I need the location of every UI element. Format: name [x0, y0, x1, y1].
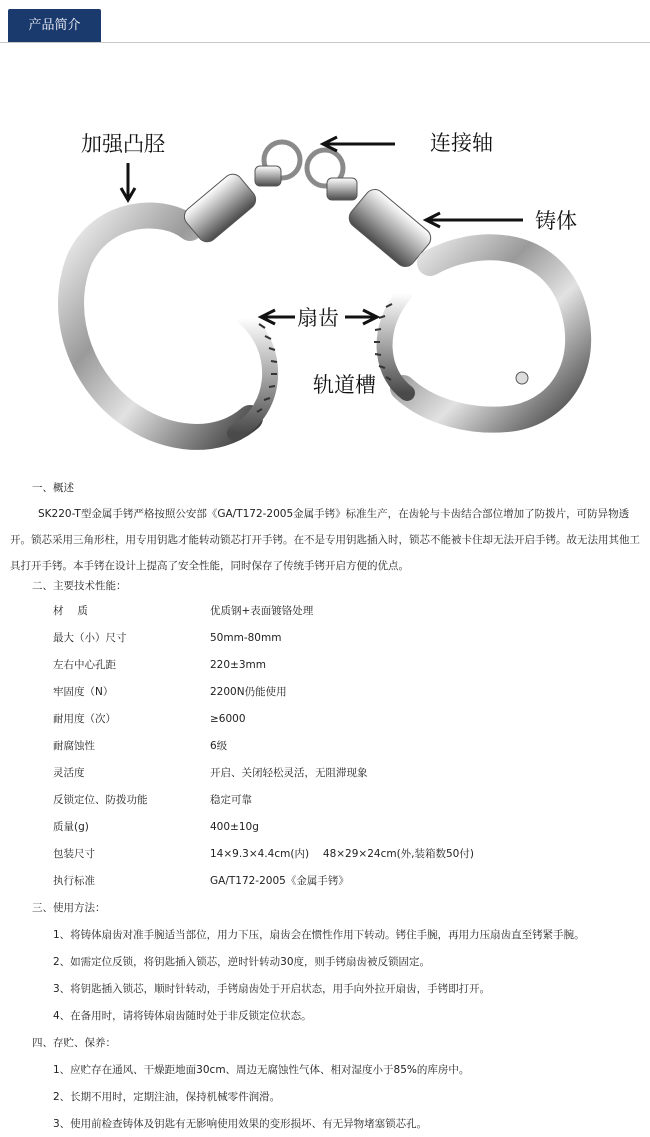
usage-step: 2、如需定位反锁，将钥匙插入锁芯，逆时针转动30度，则手铐扇齿被反锁固定。	[53, 956, 431, 968]
usage-step: 3、将钥匙插入锁芯，顺时针转动，手铐扇齿处于开启状态，用手向外拉开扇齿，手铐即打开。	[53, 983, 491, 995]
label-groove: 轨道槽	[313, 373, 376, 397]
spec-key: 质量(g)	[53, 821, 89, 833]
arrow-body	[426, 213, 523, 227]
overview-paragraph: SK220-T型金属手铐严格按照公安部《GA/T172-2005金属手铐》标准生产，在齿轮与卡齿结合部位增加了防拨片，可防异物透开。锁芯采用三角形柱，用专用钥匙才能转动锁芯打开手铐。在不是专用钥匙插入时，锁芯不能被卡住却无法开启手铐。故无法用其他工具打开手铐。本手铐在设计上提高了安全性能，同时保存了传统手铐开启方便的优点。	[10, 508, 640, 572]
arrow-axis	[323, 137, 395, 151]
spec-value: 400±10g	[210, 821, 259, 833]
spec-value: 优质钢+表面镀铬处理	[210, 605, 314, 617]
spec-value: 50mm-80mm	[210, 632, 282, 644]
right-cuff-body	[403, 247, 578, 419]
product-photo	[45, 118, 605, 458]
spec-value: 稳定可靠	[210, 794, 252, 806]
spec-key: 灵活度	[53, 767, 85, 779]
label-reinforce: 加强凸胫	[81, 132, 165, 156]
tab-bar	[0, 0, 650, 43]
spec-key: 材 质	[53, 605, 88, 617]
spec-key: 包装尺寸	[53, 848, 95, 860]
label-axis: 连接轴	[430, 131, 493, 155]
usage-step: 1、将铸体扇齿对准手腕适当部位，用力下压，扇齿会在惯性作用下转动。铐住手腕，再用力压扇齿直至铐紧手腕。	[53, 929, 585, 941]
spec-key: 反锁定位、防拨功能	[53, 794, 148, 806]
arrow-teeth	[261, 310, 295, 324]
specs-heading: 二、主要技术性能：	[32, 580, 127, 592]
handcuffs-illustration	[45, 118, 605, 458]
storage-step: 1、应贮存在通风、干燥距地面30cm、周边无腐蚀性气体、相对湿度小于85%的库房中。	[53, 1064, 470, 1076]
spec-value: GA/T172-2005《金属手铐》	[210, 875, 349, 887]
label-body: 铸体	[535, 209, 577, 233]
storage-step: 2、长期不用时，定期注油，保持机械零件润滑。	[53, 1091, 281, 1103]
storage-heading: 四、存贮、保养：	[32, 1037, 116, 1049]
arrow-reinforce	[121, 163, 135, 200]
overview-heading: 一、概述	[32, 482, 74, 494]
spec-key: 耐腐蚀性	[53, 740, 95, 752]
spec-key: 最大（小）尺寸	[53, 632, 127, 644]
tab-product-intro[interactable]: 产品简介	[8, 9, 101, 42]
spec-key: 左右中心孔距	[53, 659, 116, 671]
usage-step: 4、在备用时，请将铸体扇齿随时处于非反锁定位状态。	[53, 1010, 312, 1022]
spec-value: 14×9.3×4.4cm(内) 48×29×24cm(外,装箱数50付)	[210, 848, 474, 860]
spec-key: 牢固度（N）	[53, 686, 114, 698]
spec-value: ≥6000	[210, 713, 246, 725]
arrow-teeth-right	[345, 310, 377, 324]
spec-value: 220±3mm	[210, 659, 266, 671]
spec-value: 开启、关闭轻松灵活，无阻滞现象	[210, 767, 368, 779]
usage-heading: 三、使用方法：	[32, 902, 106, 914]
spec-value: 6级	[210, 740, 228, 752]
left-cuff-body	[71, 216, 250, 437]
spec-key: 执行标准	[53, 875, 95, 887]
label-teeth: 扇齿	[297, 306, 339, 330]
storage-step: 3、使用前检查铸体及钥匙有无影响使用效果的变形损坏、有无异物堵塞锁芯孔。	[53, 1118, 428, 1130]
spec-value: 2200N仍能使用	[210, 686, 287, 698]
spec-key: 耐用度（次）	[53, 713, 116, 725]
